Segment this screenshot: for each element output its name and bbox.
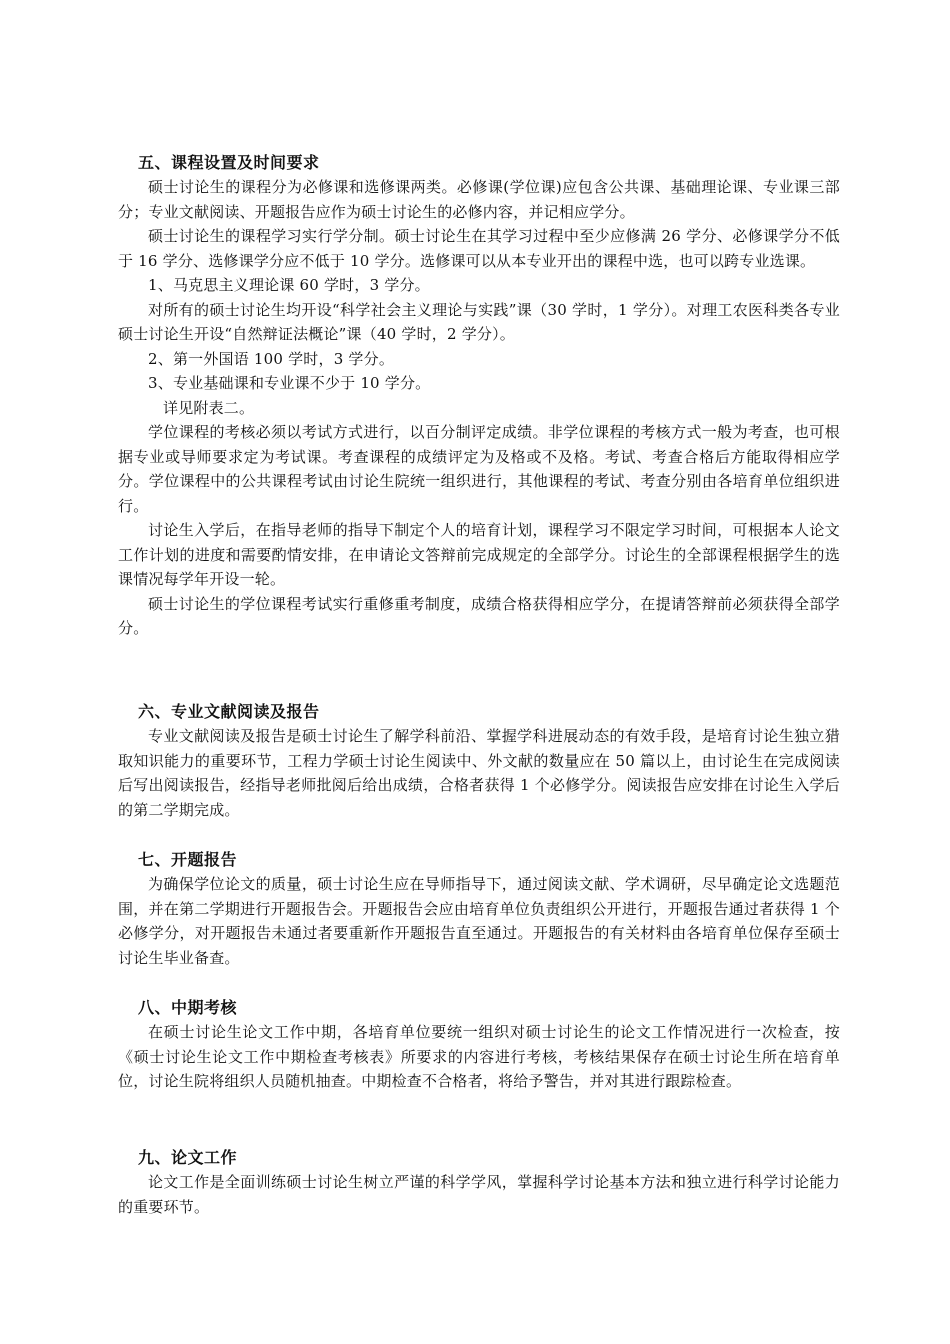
paragraph: 硕士讨论生的学位课程考试实行重修重考制度，成绩合格获得相应学分，在提请答辩前必须获得全部学分。 xyxy=(118,594,840,637)
section-proposal-report xyxy=(118,848,840,970)
section-literature-reading xyxy=(118,700,840,822)
section-midterm-review xyxy=(118,996,840,1094)
paragraph: 详见附表二。 xyxy=(163,398,255,417)
section-course-settings xyxy=(118,151,840,641)
paragraph: 为确保学位论文的质量，硕士讨论生应在导师指导下，通过阅读文献、学术调研，尽早确定论文选题范围，并在第二学期进行开题报告会。开题报告会应由培育单位负责组织公开进行，开题报告通过者获得 1 个必修学分，对开题报告未通过者要重新作开题报告直至通过。开题报告的有关材料由各培育单位保存至硕士讨论生毕业备查。 xyxy=(118,875,840,967)
section-heading: 九、论文工作 xyxy=(138,1148,238,1167)
paragraph: 讨论生入学后，在指导老师的指导下制定个人的培育计划，课程学习不限定学习时间，可根据本人论文工作计划的进度和需要酌情安排，在申请论文答辩前完成规定的全部学分。讨论生的全部课程根据学生的选课情况每学年开设一轮。 xyxy=(118,521,840,588)
section-heading: 六、专业文献阅读及报告 xyxy=(138,702,320,721)
section-heading: 五、课程设置及时间要求 xyxy=(138,153,320,172)
paragraph: 硕士讨论生的课程学习实行学分制。硕士讨论生在其学习过程中至少应修满 26 学分、必修课学分不低于 16 学分、选修课学分应不低于 10 学分。选修课可以从本专业开出的课程中选，也可以跨专业选课。 xyxy=(118,227,840,270)
paragraph: 硕士讨论生的课程分为必修课和选修课两类。必修课(学位课)应包含公共课、基础理论课、专业课三部分；专业文献阅读、开题报告应作为硕士讨论生的必修内容，并记相应学分。 xyxy=(118,178,840,221)
section-heading: 七、开题报告 xyxy=(138,850,238,869)
section-thesis-work xyxy=(118,1146,840,1219)
paragraph: 3、专业基础课和专业课不少于 10 学分。 xyxy=(148,374,431,392)
paragraph: 1、马克思主义理论课 60 学时，3 学分。 xyxy=(148,276,430,294)
paragraph: 论文工作是全面训练硕士讨论生树立严谨的科学学风，掌握科学讨论基本方法和独立进行科学讨论能力的重要环节。 xyxy=(118,1173,840,1216)
section-heading: 八、中期考核 xyxy=(138,998,238,1017)
paragraph: 对所有的硕士讨论生均开设“科学社会主义理论与实践”课（30 学时，1 学分）。对理工农医科类各专业硕士讨论生开设“自然辩证法概论”课（40 学时，2 学分）。 xyxy=(118,300,840,343)
paragraph: 在硕士讨论生论文工作中期，各培育单位要统一组织对硕士讨论生的论文工作情况进行一次检查，按《硕士讨论生论文工作中期检查考核表》所要求的内容进行考核，考核结果保存在硕士讨论生所在培育单位，讨论生院将组织人员随机抽查。中期检查不合格者，将给予警告，并对其进行跟踪检查。 xyxy=(118,1023,840,1090)
paragraph: 学位课程的考核必须以考试方式进行，以百分制评定成绩。非学位课程的考核方式一般为考查，也可根据专业或导师要求定为考试课。考查课程的成绩评定为及格或不及格。考试、考查合格后方能取得相应学分。学位课程中的公共课程考试由讨论生院统一组织进行，其他课程的考试、考查分别由各培育单位组织进行。 xyxy=(118,423,840,515)
paragraph: 专业文献阅读及报告是硕士讨论生了解学科前沿、掌握学科进展动态的有效手段，是培育讨论生独立猎取知识能力的重要环节，工程力学硕士讨论生阅读中、外文献的数量应在 50 篇以上，由讨论生在完成阅读后写出阅读报告，经指导老师批阅后给出成绩，合格者获得 1 个必修学分。阅读报告应安排在讨论生入学后的第二学期完成。 xyxy=(118,727,840,819)
paragraph: 2、第一外国语 100 学时，3 学分。 xyxy=(148,349,395,368)
